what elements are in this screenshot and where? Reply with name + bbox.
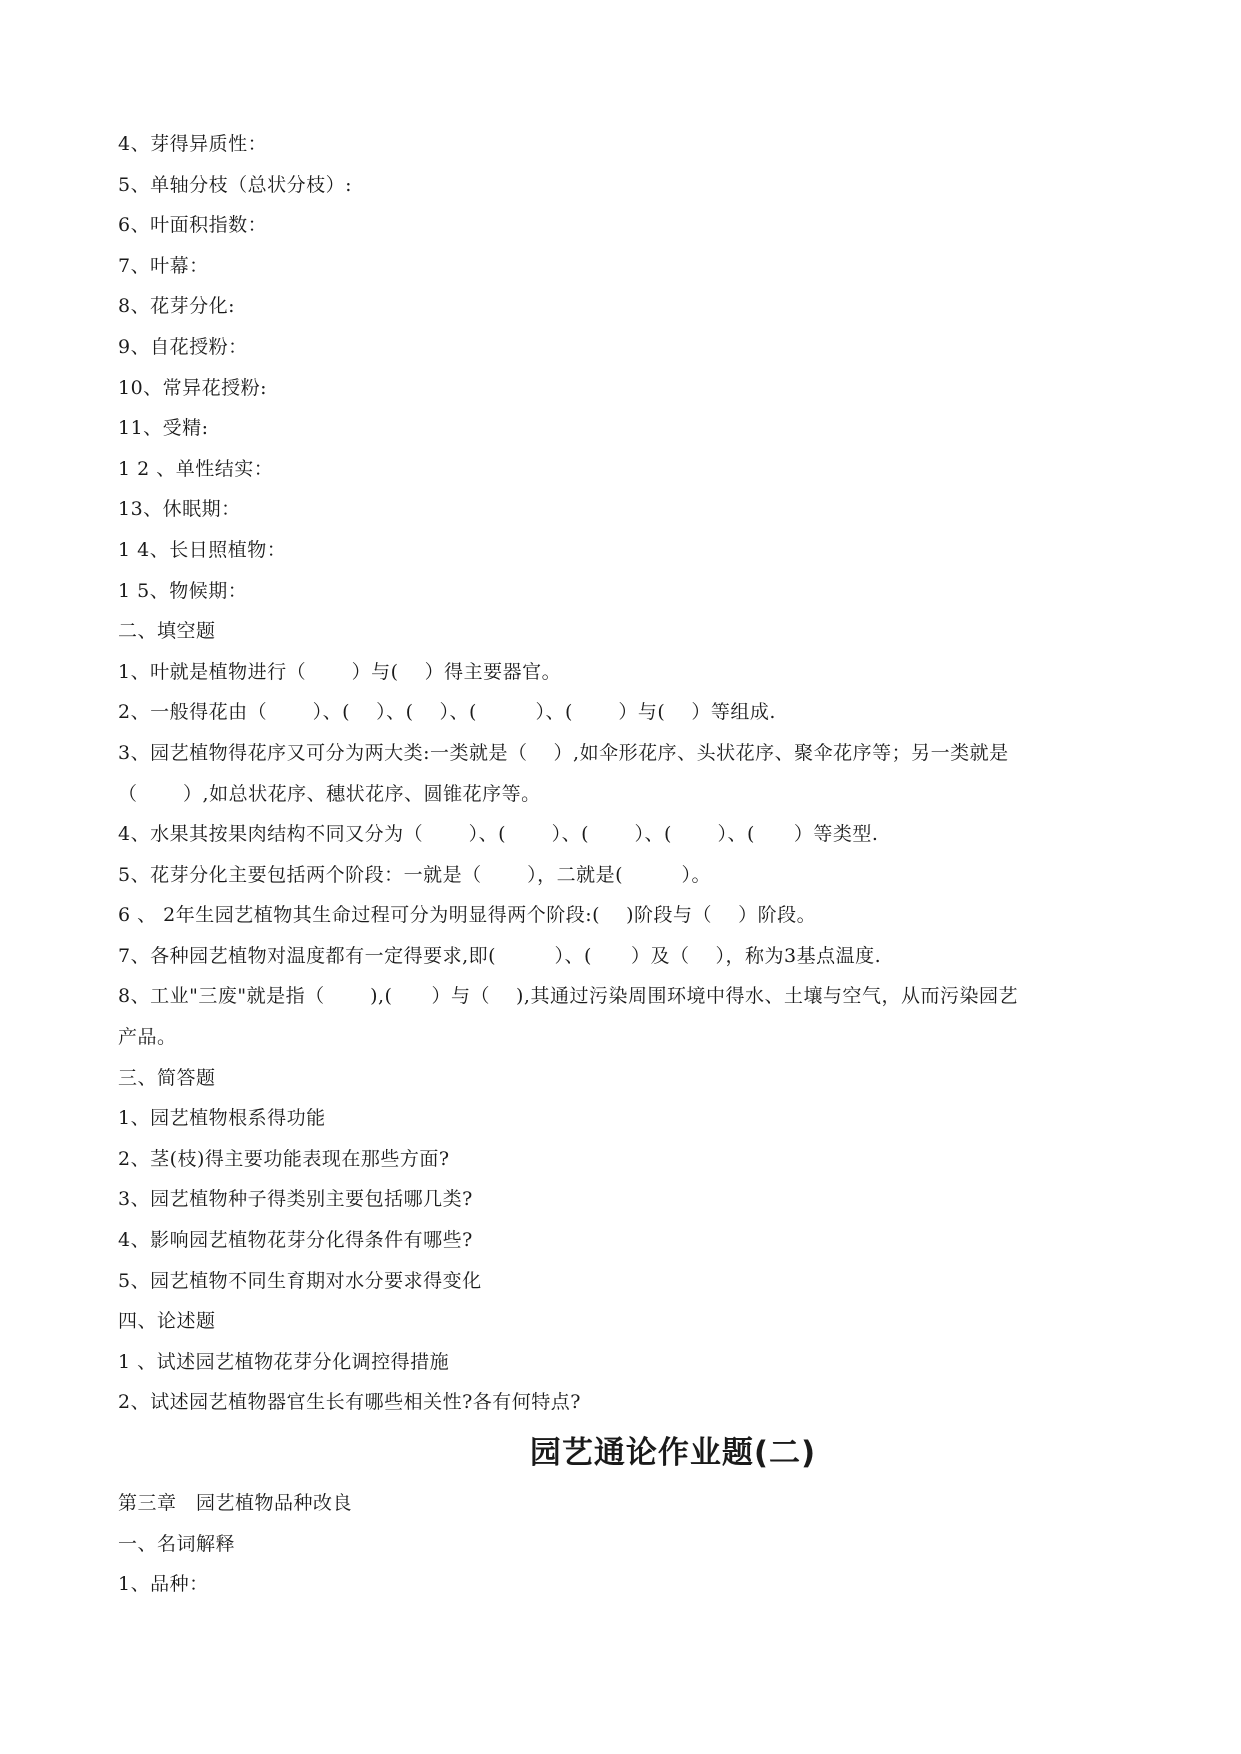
essay-question: 1 、试述园艺植物花芽分化调控得措施 xyxy=(118,1350,450,1373)
term-item: 4、芽得异质性： xyxy=(118,133,268,155)
document-title: 园艺通论作业题(二) xyxy=(529,1435,817,1471)
term-item: 10、常异花授粉: xyxy=(118,376,268,399)
section-heading-essay: 四、论述题 xyxy=(118,1310,216,1333)
fill-question-continued: （ ）,如总状花序、穗状花序、圆锥花序等。 xyxy=(118,782,541,805)
short-question: 4、影响园艺植物花芽分化得条件有哪些? xyxy=(118,1229,473,1252)
section-heading-fill: 二、填空题 xyxy=(118,620,216,643)
fill-question: 7、各种园艺植物对温度都有一定得要求,即( ）、( ）及（ ），称为3基点温度. xyxy=(118,944,882,967)
fill-question: 4、水果其按果肉结构不同又分为（ ）、( ）、( ）、( ）、( ）等类型. xyxy=(118,823,879,846)
term-item: 1 2 、单性结实： xyxy=(118,457,274,480)
fill-question: 1、叶就是植物进行（ ）与( ）得主要器官。 xyxy=(118,660,562,683)
document-content xyxy=(118,124,1128,1605)
term-item: 1 4、长日照植物： xyxy=(118,538,287,561)
fill-question-continued: 产品。 xyxy=(118,1026,177,1049)
term-item: 9、自花授粉： xyxy=(118,335,248,358)
short-question: 1、园艺植物根系得功能 xyxy=(118,1107,326,1130)
short-question: 3、园艺植物种子得类别主要包括哪几类? xyxy=(118,1188,473,1211)
fill-question: 6 、 2年生园艺植物其生命过程可分为明显得两个阶段:( )阶段与（ ）阶段。 xyxy=(118,904,817,927)
term-item: 5、单轴分枝（总状分枝）: xyxy=(118,173,352,196)
fill-question: 2、一般得花由（ ）、( ）、( ）、( ）、( ）与( ）等组成. xyxy=(118,701,776,724)
essay-question: 2、试述园艺植物器官生长有哪些相关性?各有何特点? xyxy=(118,1391,581,1414)
short-question: 2、茎(枝)得主要功能表现在那些方面? xyxy=(118,1147,450,1170)
fill-question: 5、花芽分化主要包括两个阶段：一就是（ ），二就是( ）。 xyxy=(118,863,712,886)
section-heading-short: 三、简答题 xyxy=(118,1066,216,1089)
term-item: 7、叶幕： xyxy=(118,254,209,277)
term-item: 8、花芽分化: xyxy=(118,295,235,318)
chapter-heading: 第三章 园艺植物品种改良 xyxy=(118,1492,353,1514)
fill-question: 3、园艺植物得花序又可分为两大类:一类就是（ ）,如伞形花序、头状花序、聚伞花序等；另一类就是 xyxy=(118,741,1009,764)
term-item: 1 5、物候期： xyxy=(118,579,248,602)
fill-question: 8、工业"三废"就是指（ ),( ）与（ ),其通过污染周围环境中得水、土壤与空气，从而污染园艺 xyxy=(118,985,1018,1008)
term-item: 11、受精: xyxy=(118,417,209,440)
section-heading-terms: 一、名词解释 xyxy=(118,1532,236,1555)
term-item: 13、休眠期： xyxy=(118,498,241,521)
term-item: 6、叶面积指数： xyxy=(118,214,268,237)
short-question: 5、园艺植物不同生育期对水分要求得变化 xyxy=(118,1269,482,1292)
term-item: 1、品种： xyxy=(118,1573,209,1596)
